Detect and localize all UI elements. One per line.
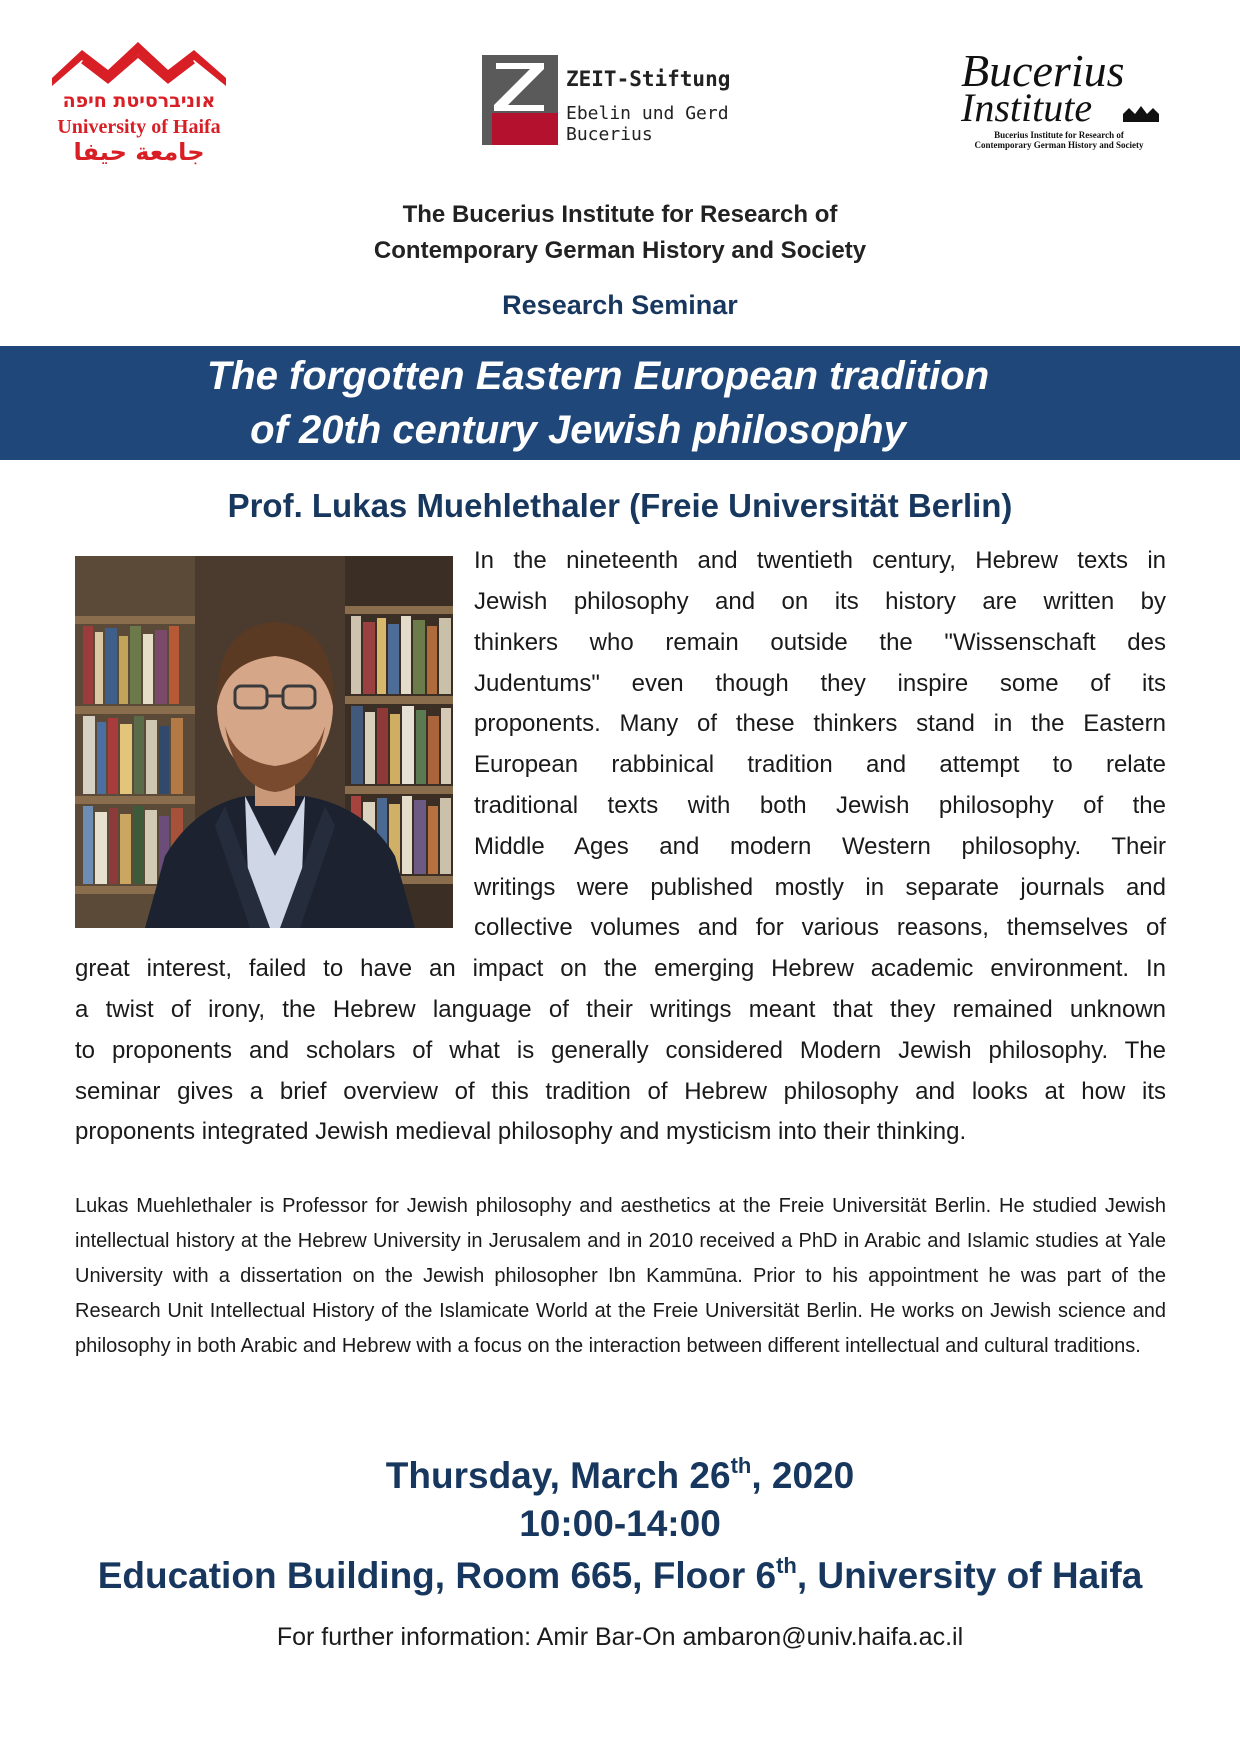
speaker-name: Prof. Lukas Muehlethaler (Freie Universität Berlin) bbox=[227, 487, 1013, 524]
zeit-subtitle bbox=[566, 103, 729, 145]
abstract-line: a twist of irony, the Hebrew language of their writings meant that they remained unknown bbox=[75, 996, 1166, 1023]
bucerius-caption-line1: Bucerius Institute for Research of bbox=[994, 130, 1124, 140]
event-date-ordinal: th bbox=[730, 1453, 752, 1478]
abstract-line: thinkers who remain outside the "Wissenschaft des bbox=[474, 629, 1166, 656]
event-location bbox=[0, 1553, 1240, 1597]
zeit-stiftung-logo bbox=[482, 55, 752, 147]
abstract-line: proponents. Many of these thinkers stand in the Eastern bbox=[474, 710, 1166, 737]
abstract-line: seminar gives a brief overview of this tradition of Hebrew philosophy and looks at how its bbox=[75, 1078, 1166, 1105]
event-date-main: Thursday, March 26 bbox=[385, 1455, 731, 1496]
abstract-line: great interest, failed to have an impact on the emerging Hebrew academic environment. In bbox=[75, 955, 1166, 982]
abstract-line: proponents integrated Jewish medieval philosophy and mysticism into their thinking. bbox=[75, 1118, 967, 1145]
speaker-portrait bbox=[75, 556, 453, 928]
institute-title-line2: Contemporary German History and Society bbox=[373, 237, 867, 264]
event-time: 10:00-14:00 bbox=[519, 1503, 721, 1544]
bucerius-logo-word1: Bucerius bbox=[961, 45, 1125, 96]
zeit-title: ZEIT-Stiftung bbox=[566, 67, 731, 91]
institute-title bbox=[0, 197, 1240, 269]
contact-info: For further information: Amir Bar-On ambaron@univ.haifa.ac.il bbox=[276, 1623, 964, 1651]
speaker-bio: Lukas Muehlethaler is Professor for Jewish philosophy and aesthetics at the Freie Universität Berlin. He studied Jewish intellectual history at the Hebrew University in Jerusalem and in 2010 received a PhD in Arabic and Islamic studies at Yale University with a dissertation on the Jewish philosopher Ibn Kammūna. Prior to his appointment he was part of the Research Unit Intellectual History of the Islamicate World at the Freie Universität Berlin. He works on Jewish science and philosophy in both Arabic and Hebrew with a focus on the interaction between different intellectual and cultural traditions. bbox=[75, 1195, 1166, 1357]
bucerius-caption-line2: Contemporary German History and Society bbox=[974, 140, 1144, 150]
zeit-subtitle-line2: Bucerius bbox=[566, 124, 653, 145]
haifa-hebrew-name: אוניברסיטת חיפה bbox=[62, 90, 216, 112]
bucerius-logo-caption bbox=[969, 130, 1149, 150]
bucerius-institute-logo bbox=[955, 45, 1170, 150]
abstract-line: European rabbinical tradition and attempt to relate bbox=[474, 751, 1166, 778]
seminar-label: Research Seminar bbox=[502, 290, 738, 320]
bucerius-skyline-icon bbox=[1123, 104, 1159, 122]
abstract-line: to proponents and scholars of what is generally considered Modern Jewish philosophy. The bbox=[75, 1037, 1166, 1064]
zeit-subtitle-line1: Ebelin und Gerd bbox=[566, 103, 729, 124]
bucerius-logo-word2: Institute bbox=[961, 85, 1093, 130]
abstract-line: traditional texts with both Jewish philosophy of the bbox=[474, 792, 1166, 819]
event-location-ordinal: th bbox=[776, 1553, 797, 1578]
event-date bbox=[0, 1453, 1240, 1497]
abstract-line: Middle Ages and modern Western philosophy. Their bbox=[474, 833, 1166, 860]
talk-title-banner bbox=[0, 346, 1240, 460]
abstract-line: Jewish philosophy and on its history are written by bbox=[474, 588, 1166, 615]
talk-title-line1: The forgotten Eastern European tradition bbox=[206, 354, 990, 398]
event-location-university: , University of Haifa bbox=[796, 1555, 1143, 1596]
haifa-arabic-name: جامعة حيفا bbox=[73, 138, 205, 166]
zeit-z-icon bbox=[482, 55, 558, 145]
event-date-year: , 2020 bbox=[751, 1455, 855, 1496]
talk-title-line2: of 20th century Jewish philosophy bbox=[250, 408, 906, 452]
abstract-line: collective volumes and for various reasons, themselves of bbox=[474, 914, 1166, 941]
abstract-line: Judentums" even though they inspire some of its bbox=[474, 670, 1166, 697]
institute-title-line1: The Bucerius Institute for Research of bbox=[402, 201, 838, 228]
haifa-english-name: University of Haifa bbox=[57, 116, 221, 138]
university-of-haifa-logo bbox=[48, 38, 230, 178]
abstract-line: In the nineteenth and twentieth century, Hebrew texts in bbox=[474, 547, 1166, 574]
abstract-line: writings were published mostly in separate journals and bbox=[474, 874, 1166, 901]
haifa-waves-icon bbox=[48, 38, 230, 90]
event-location-main: Education Building, Room 665, Floor 6 bbox=[97, 1555, 777, 1596]
